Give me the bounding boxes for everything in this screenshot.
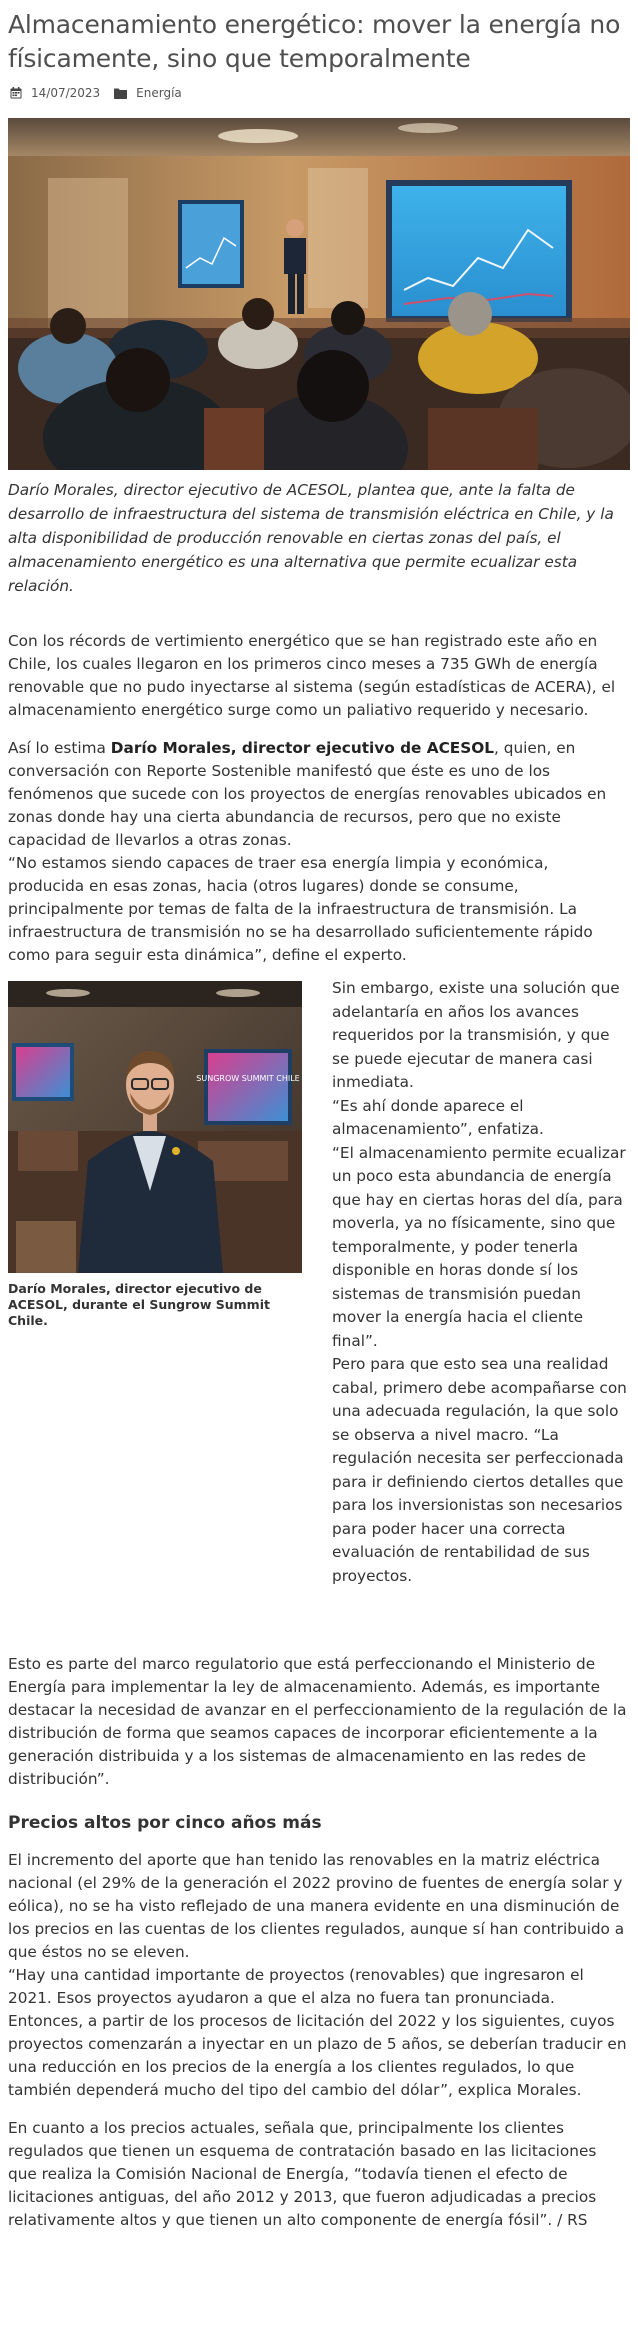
hero-photo-conference [8, 118, 630, 470]
paragraph-4-quote: “Hay una cantidad importante de proyectos (renovables) que ingresaron el 2021. Esos proyectos ayudaron a que el alza no fuera tan pronunciada. Entonces, a partir de los procesos de licitación del 2022 y los siguientes, cuyos proyectos comenzarán a inyectar en un plazo de 5 años, se deberían traducir en una reducción en los precios de la energía a los clientes regulados, lo que también dependerá mucho del tipo del cambio del dólar”, explica Morales. [8, 1966, 627, 2099]
portrait-photo [8, 981, 302, 1273]
side-paragraph-3: “El almacenamiento permite ecualizar un poco esta abundancia de energía que hay en ciertas horas del día, para moverla, ya no físicamente, sino que temporalmente, y poder tenerla disponible en horas donde sí los sistemas de transmisión puedan mover la energía hacia el cliente final”. [332, 1143, 626, 1350]
paragraph-3: Esto es parte del marco regulatorio que está perfeccionando el Ministerio de Energía para implementar la ley de almacenamiento. Además, es importante destacar la necesidad de avanzar en el perfeccionamiento de la regulación de la distribución de forma que seamos capaces de incorporar eficientemente a la generación distribuida y a los sistemas de almacenamiento en las redes de distribución”. [8, 1655, 627, 1788]
side-paragraph-4: Pero para que esto sea una realidad cabal, primero debe acompañarse con una adecuada regulación, la que solo se observa a nivel macro. “La regulación necesita ser perfeccionada para ir definiendo ciertos detalles que para los inversionistas son necesarios para poder hacer una correcta evaluación de rentabilidad de sus proyectos. [332, 1355, 627, 1585]
paragraph-1: Con los récords de vertimiento energético que se han registrado este año en Chile, los cuales llegaron en los primeros cinco meses a 735 GWh de energía renovable que no pudo inyectarse al sistema (según estadísticas de ACERA), el almacenamiento energético surge como un paliativo requerido y necesario. [8, 632, 616, 719]
article [6, 0, 632, 2232]
article-meta [10, 86, 632, 100]
side-column [332, 977, 628, 1588]
section-heading: Precios altos por cinco años más [8, 1813, 322, 1833]
article-title: Almacenamiento energético: mover la energía no físicamente, sino que temporalmente [8, 10, 621, 73]
portrait-caption: Darío Morales, director ejecutivo de ACESOL, durante el Sungrow Summit Chile. [8, 1281, 270, 1328]
hero-caption: Darío Morales, director ejecutivo de ACESOL, plantea que, ante la falta de desarrollo de infraestructura del sistema de transmisión eléctrica en Chile, y la alta disponibilidad de producción renovable en ciertas zonas del país, el almacenamiento energético es una alternativa que permite ecualizar esta relación. [8, 481, 614, 595]
paragraph-4: El incremento del aporte que han tenido las renovables en la matriz eléctrica nacional (el 29% de la generación el 2022 provino de fuentes de energía solar y eólica), no se ha visto reflejado de una manera evidente en una disminución de los precios en las cuentas de los clientes regulados, aunque sí han contribuido a que éstos no se eleven. [8, 1851, 625, 1961]
screen-sign-text: SUNGROW SUMMIT CHILE [196, 1074, 300, 1083]
paragraph-2 [8, 737, 628, 852]
publish-date: 14/07/2023 [31, 86, 101, 100]
side-paragraph-2: “Es ahí donde aparece el almacenamiento”, enfatiza. [332, 1096, 544, 1138]
paragraph-2-rest: , quien, en conversación con Reporte Sostenible manifestó que éste es uno de los fenómenos que sucede con los proyectos de energías renovables ubicados en zonas donde hay una cierta abundancia de recursos, pero que no existe capacidad de llevarlos a otras zonas. [8, 739, 607, 849]
portrait-figure [8, 981, 302, 1329]
side-paragraph-1: Sin embargo, existe una solución que adelantaría en años los avances requeridos por la transmisión, y que se puede ejecutar de manera casi inmediata. [332, 979, 620, 1091]
paragraph-2-quote: “No estamos siendo capaces de traer esa energía limpia y económica, producida en esas zonas, hacia (otros lugares) donde se consume, principalmente por temas de falta de la infraestructura de transmisión. La infraestructura de transmisión no se ha desarrollado suficientemente rápido como para seguir esta dinámica”, define el experto. [8, 854, 593, 964]
paragraph-5: En cuanto a los precios actuales, señala que, principalmente los clientes regulados que tienen un esquema de contratación basado en las licitaciones que realiza la Comisión Nacional de Energía, “todavía tienen el efecto de licitaciones antiguas, del año 2012 y 2013, que fueron adjudicadas a precios relativamente altos y que tienen un alto componente de energía fósil”. / RS [8, 2119, 597, 2229]
paragraph-2-lead: Así lo estima [8, 739, 111, 757]
folder-icon [114, 88, 127, 99]
paragraph-2-bold: Darío Morales, director ejecutivo de ACESOL [110, 739, 495, 757]
category-link[interactable]: Energía [136, 86, 182, 100]
float-section [6, 981, 632, 1651]
calendar-icon [10, 87, 22, 99]
